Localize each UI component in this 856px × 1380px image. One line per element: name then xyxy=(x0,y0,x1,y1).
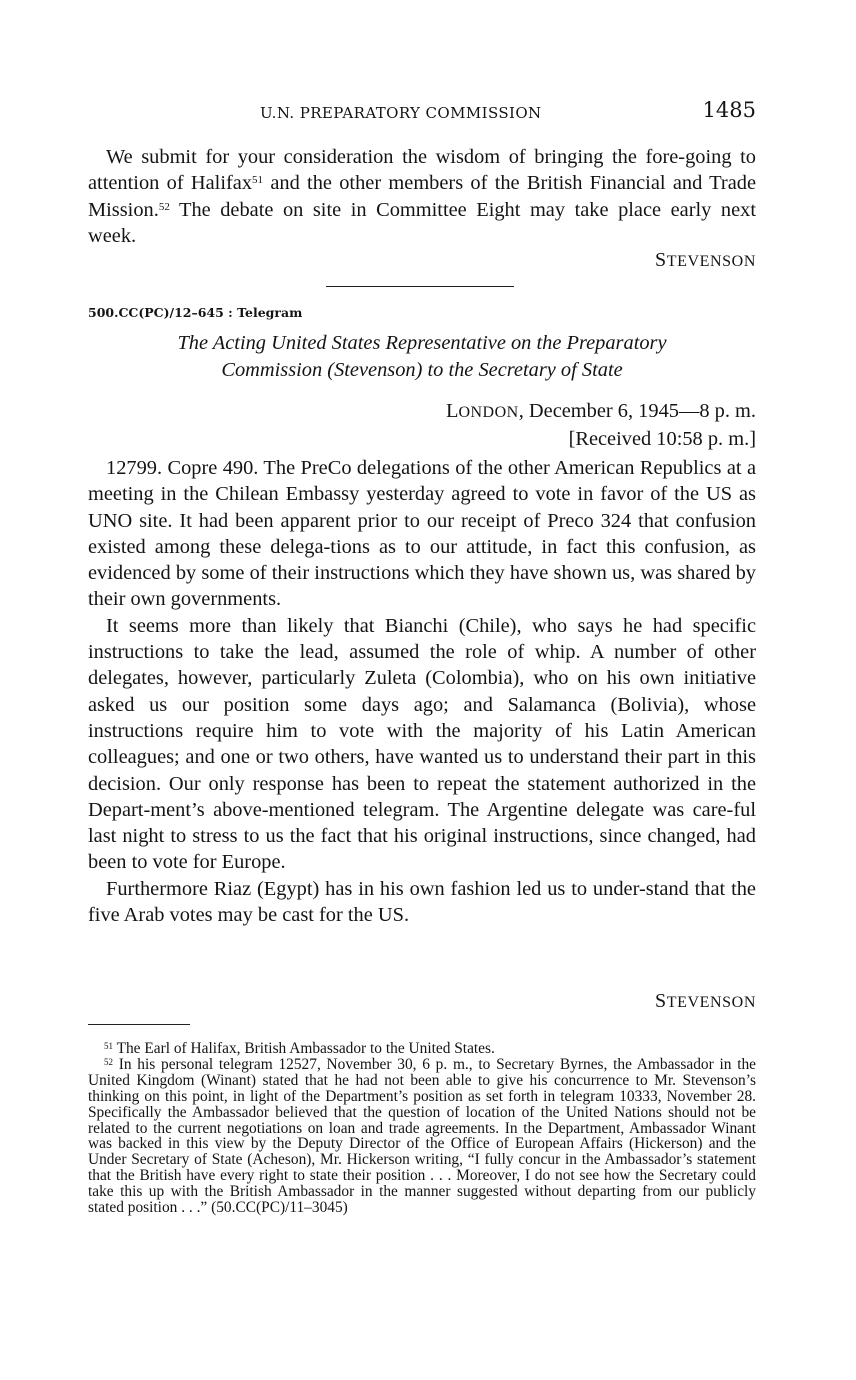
footnote-rule xyxy=(88,1024,190,1025)
section-divider xyxy=(326,286,514,287)
closing-paragraph-text-2: and the other members of the British Financial and Trade Mission. xyxy=(88,172,757,221)
dateline-place-date: LONDON, December 6, 1945—8 p. m. xyxy=(445,400,756,422)
document-caption xyxy=(88,330,756,383)
closing-paragraph xyxy=(88,144,756,249)
footnote-ref-51: 51 xyxy=(252,174,264,187)
body-paragraph-1: 12799. Copre 490. The PreCo delegations of the other American Republics at a meeting in the Chilean Embassy yesterday agreed to vote in favor of the US as UNO site. It had been apparent prior to our receipt of Preco 324 that confusion existed among these delega-tions as to our attitude, in fact this confusion, as evidenced by some of their instructions which they have shown us, was shared by their own governments. xyxy=(88,457,756,611)
caption-line-1: The Acting United States Representative on the Preparatory xyxy=(177,332,667,354)
body-paragraph-3: Furthermore Riaz (Egypt) has in his own fashion led us to under-stand that the five Arab votes may be cast for the US. xyxy=(88,877,756,927)
footnote-ref-52: 52 xyxy=(158,200,170,213)
telegram-body xyxy=(88,455,756,928)
signature-stevenson-2: STEVENSON xyxy=(655,990,756,1012)
page-number: 1485 xyxy=(702,98,756,122)
body-paragraph-2: It seems more than likely that Bianchi (Chile), who says he had specific instructions to take the lead, assumed the role of whip. A number of other delegates, however, particularly Zuleta (Colombia), who on his own initiative asked us our position some days ago; and Salamanca (Bolivia), whose instructions require him to vote with the majority of his Latin American colleagues; and one or two others, have wanted us to understand their part in this decision. Our only response has been to repeat the statement authorized in the Depart-ment’s above-mentioned telegram. The Argentine delegate was care-ful last night to stress to us the fact that his original instructions, since changed, had been to vote for Europe. xyxy=(88,614,756,874)
running-title: U.N. PREPARATORY COMMISSION xyxy=(260,104,542,122)
file-number: 500.CC(PC)/12–645 : Telegram xyxy=(88,305,303,320)
footnote-52: $^{52}$ In his personal telegram 12527, November 30, 6 p. m., to Secretary Byrnes, the Ambassador in the United Kingdom (Winant) stated that he had not been able to give his concurrence to Mr. Stevenson’s thinking on this point, in light of the Department’s position as set forth in telegram 10333, November 28. Specifically the Ambassador believed that the question of location of the United Nations should not be related to the current negotiations on loan and trade agreements. In the Department, Ambassador Winant was backed in this view by the Deputy Director of the Office of European Affairs (Hickerson) and the Under Secretary of State (Acheson), Mr. Hickerson writing, “I fully concur in the Ambassador’s statement that the British have every right to state their position . . . Moreover, I do not see how the Secretary could take this up with the British Ambassador in the manner suggested without departing from our publicly stated position . . .” (50.CC(PC)/11–3045) xyxy=(88,1055,756,1217)
dateline-received: [Received 10:58 p. m.] xyxy=(568,428,756,450)
footnotes xyxy=(88,1041,756,1216)
closing-paragraph-text-3: The debate on site in Committee Eight may take place early next week. xyxy=(88,198,756,247)
closing-paragraph-text-1: We submit for your consideration the wisdom of bringing the fore-going to attention of Halifax xyxy=(88,146,756,195)
dateline xyxy=(88,398,756,452)
running-head xyxy=(88,98,756,128)
footnote-51: $^{51}$ The Earl of Halifax, British Ambassador to the United States. xyxy=(104,1040,495,1057)
caption-line-2: Commission (Stevenson) to the Secretary of State xyxy=(221,358,623,381)
signature-stevenson-1: STEVENSON xyxy=(655,249,756,271)
